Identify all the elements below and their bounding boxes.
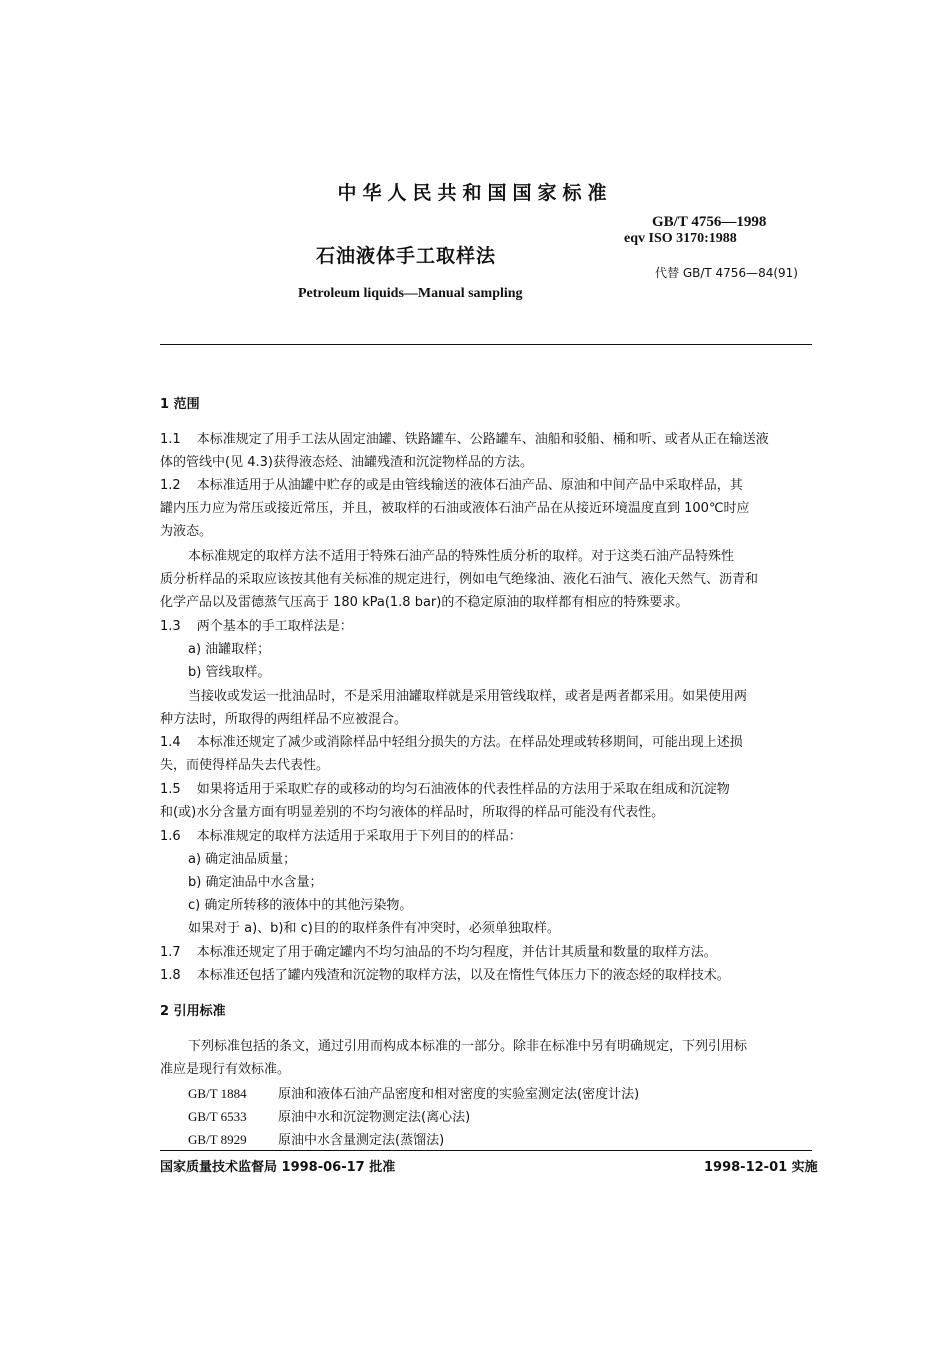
section-2-heading: 2 引用标准 (160, 1004, 226, 1019)
clause-text: 如果将适用于采取贮存的或移动的均匀石油液体的代表性样品的方法用于采取在组成和沉淀物 (196, 782, 730, 797)
clause-1-5 (160, 780, 730, 799)
clause-text: 本标准规定的取样方法适用于采取用于下列目的的样品： (196, 829, 522, 844)
reference-item (188, 1130, 444, 1150)
clause-number: 1.7 (160, 945, 181, 960)
implementation-date: 1998-12-01 实施 (704, 1160, 818, 1175)
clause-text: 本标准适用于从油罐中贮存的或是由管线输送的液体石油产品、原油和中间产品中采取样品，其 (196, 478, 743, 493)
list-item: b) 确定油品中水含量； (188, 875, 323, 890)
footer-divider (160, 1150, 812, 1151)
paragraph-line: 化学产品以及雷德蒸气压高于 180 kPa(1.8 bar)的不稳定原油的取样都有相应的特殊要求。 (160, 595, 689, 610)
reference-code: GB/T 6533 (188, 1109, 247, 1124)
reference-item (188, 1107, 470, 1127)
clause-text: 本标准还规定了减少或消除样品中轻组分损失的方法。在样品处理或转移期间，可能出现上述损 (196, 735, 743, 750)
clause-number: 1.8 (160, 968, 181, 983)
clause-number: 1.6 (160, 829, 181, 844)
equivalent-standard: eqv ISO 3170:1988 (624, 231, 737, 246)
reference-code: GB/T 1884 (188, 1086, 247, 1101)
paragraph-line: 为液态。 (160, 524, 213, 539)
clause-1-6 (160, 827, 522, 846)
list-item: b) 管线取样。 (188, 665, 271, 680)
section-1-heading: 1 范围 (160, 397, 200, 412)
reference-title: 原油中水含量测定法(蒸馏法) (278, 1133, 445, 1148)
reference-title: 原油中水和沉淀物测定法(离心法) (278, 1110, 471, 1125)
list-item: a) 确定油品质量； (188, 852, 297, 867)
reference-code: GB/T 8929 (188, 1132, 247, 1147)
paragraph-line: 当接收或发运一批油品时，不是采用油罐取样就是采用管线取样，或者是两者都采用。如果使用两 (188, 689, 748, 704)
paragraph-line: 如果对于 a)、b)和 c)目的的取样条件有冲突时，必须单独取样。 (188, 921, 560, 936)
standard-number: GB/T 4756—1998 (652, 214, 767, 230)
list-item: c) 确定所转移的液体中的其他污染物。 (188, 898, 413, 913)
approval-date: 国家质量技术监督局 1998-06-17 批准 (160, 1160, 396, 1175)
clause-1-8 (160, 966, 730, 985)
document-subtitle-english: Petroleum liquids—Manual sampling (298, 286, 523, 301)
paragraph-line: 本标准规定的取样方法不适用于特殊石油产品的特殊性质分析的取样。对于这类石油产品特殊性 (188, 549, 735, 564)
reference-item (188, 1084, 639, 1104)
clause-1-7 (160, 943, 717, 962)
reference-title: 原油和液体石油产品密度和相对密度的实验室测定法(密度计法) (278, 1087, 640, 1102)
clause-1-1 (160, 430, 769, 449)
paragraph-line: 准应是现行有效标准。 (160, 1062, 291, 1077)
list-item: a) 油罐取样； (188, 642, 271, 657)
clause-1-4 (160, 733, 743, 752)
clause-number: 1.4 (160, 735, 181, 750)
clause-text: 本标准还规定了用于确定罐内不均匀油品的不均匀程度，并估计其质量和数量的取样方法。 (196, 945, 717, 960)
clause-text: 本标准还包括了罐内残渣和沉淀物的取样方法，以及在惰性气体压力下的液态烃的取样技术。 (196, 968, 730, 983)
clause-number: 1.1 (160, 432, 181, 447)
clause-number: 1.5 (160, 782, 181, 797)
replaces-standard: 代替 GB/T 4756—84(91) (655, 266, 798, 280)
paragraph-line: 质分析样品的采取应该按其他有关标准的规定进行，例如电气绝缘油、液化石油气、液化天然气、沥青和 (160, 572, 759, 587)
clause-text: 本标准规定了用手工法从固定油罐、铁路罐车、公路罐车、油船和驳船、桶和听、或者从正在输送液 (196, 432, 769, 447)
paragraph-line: 罐内压力应为常压或接近常压，并且，被取样的石油或液体石油产品在从接近环境温度直到 100℃时应 (160, 501, 750, 516)
paragraph-line: 体的管线中(见 4.3)获得液态烃、油罐残渣和沉淀物样品的方法。 (160, 455, 533, 470)
paragraph-line: 失，而使得样品失去代表性。 (160, 758, 330, 773)
paragraph-line: 种方法时，所取得的两组样品不应被混合。 (160, 712, 408, 727)
paragraph-line: 下列标准包括的条文，通过引用而构成本标准的一部分。除非在标准中另有明确规定，下列引用标 (188, 1039, 748, 1054)
clause-1-2 (160, 476, 743, 495)
paragraph-line: 和(或)水分含量方面有明显差别的不均匀液体的样品时，所取得的样品可能没有代表性。 (160, 805, 665, 820)
document-title: 石油液体手工取样法 (316, 245, 497, 267)
clause-1-3 (160, 617, 353, 636)
clause-number: 1.2 (160, 478, 181, 493)
clause-text: 两个基本的手工取样法是： (196, 619, 353, 634)
clause-number: 1.3 (160, 619, 181, 634)
header-divider (160, 344, 812, 345)
national-standard-title: 中华人民共和国国家标准 (337, 182, 613, 204)
